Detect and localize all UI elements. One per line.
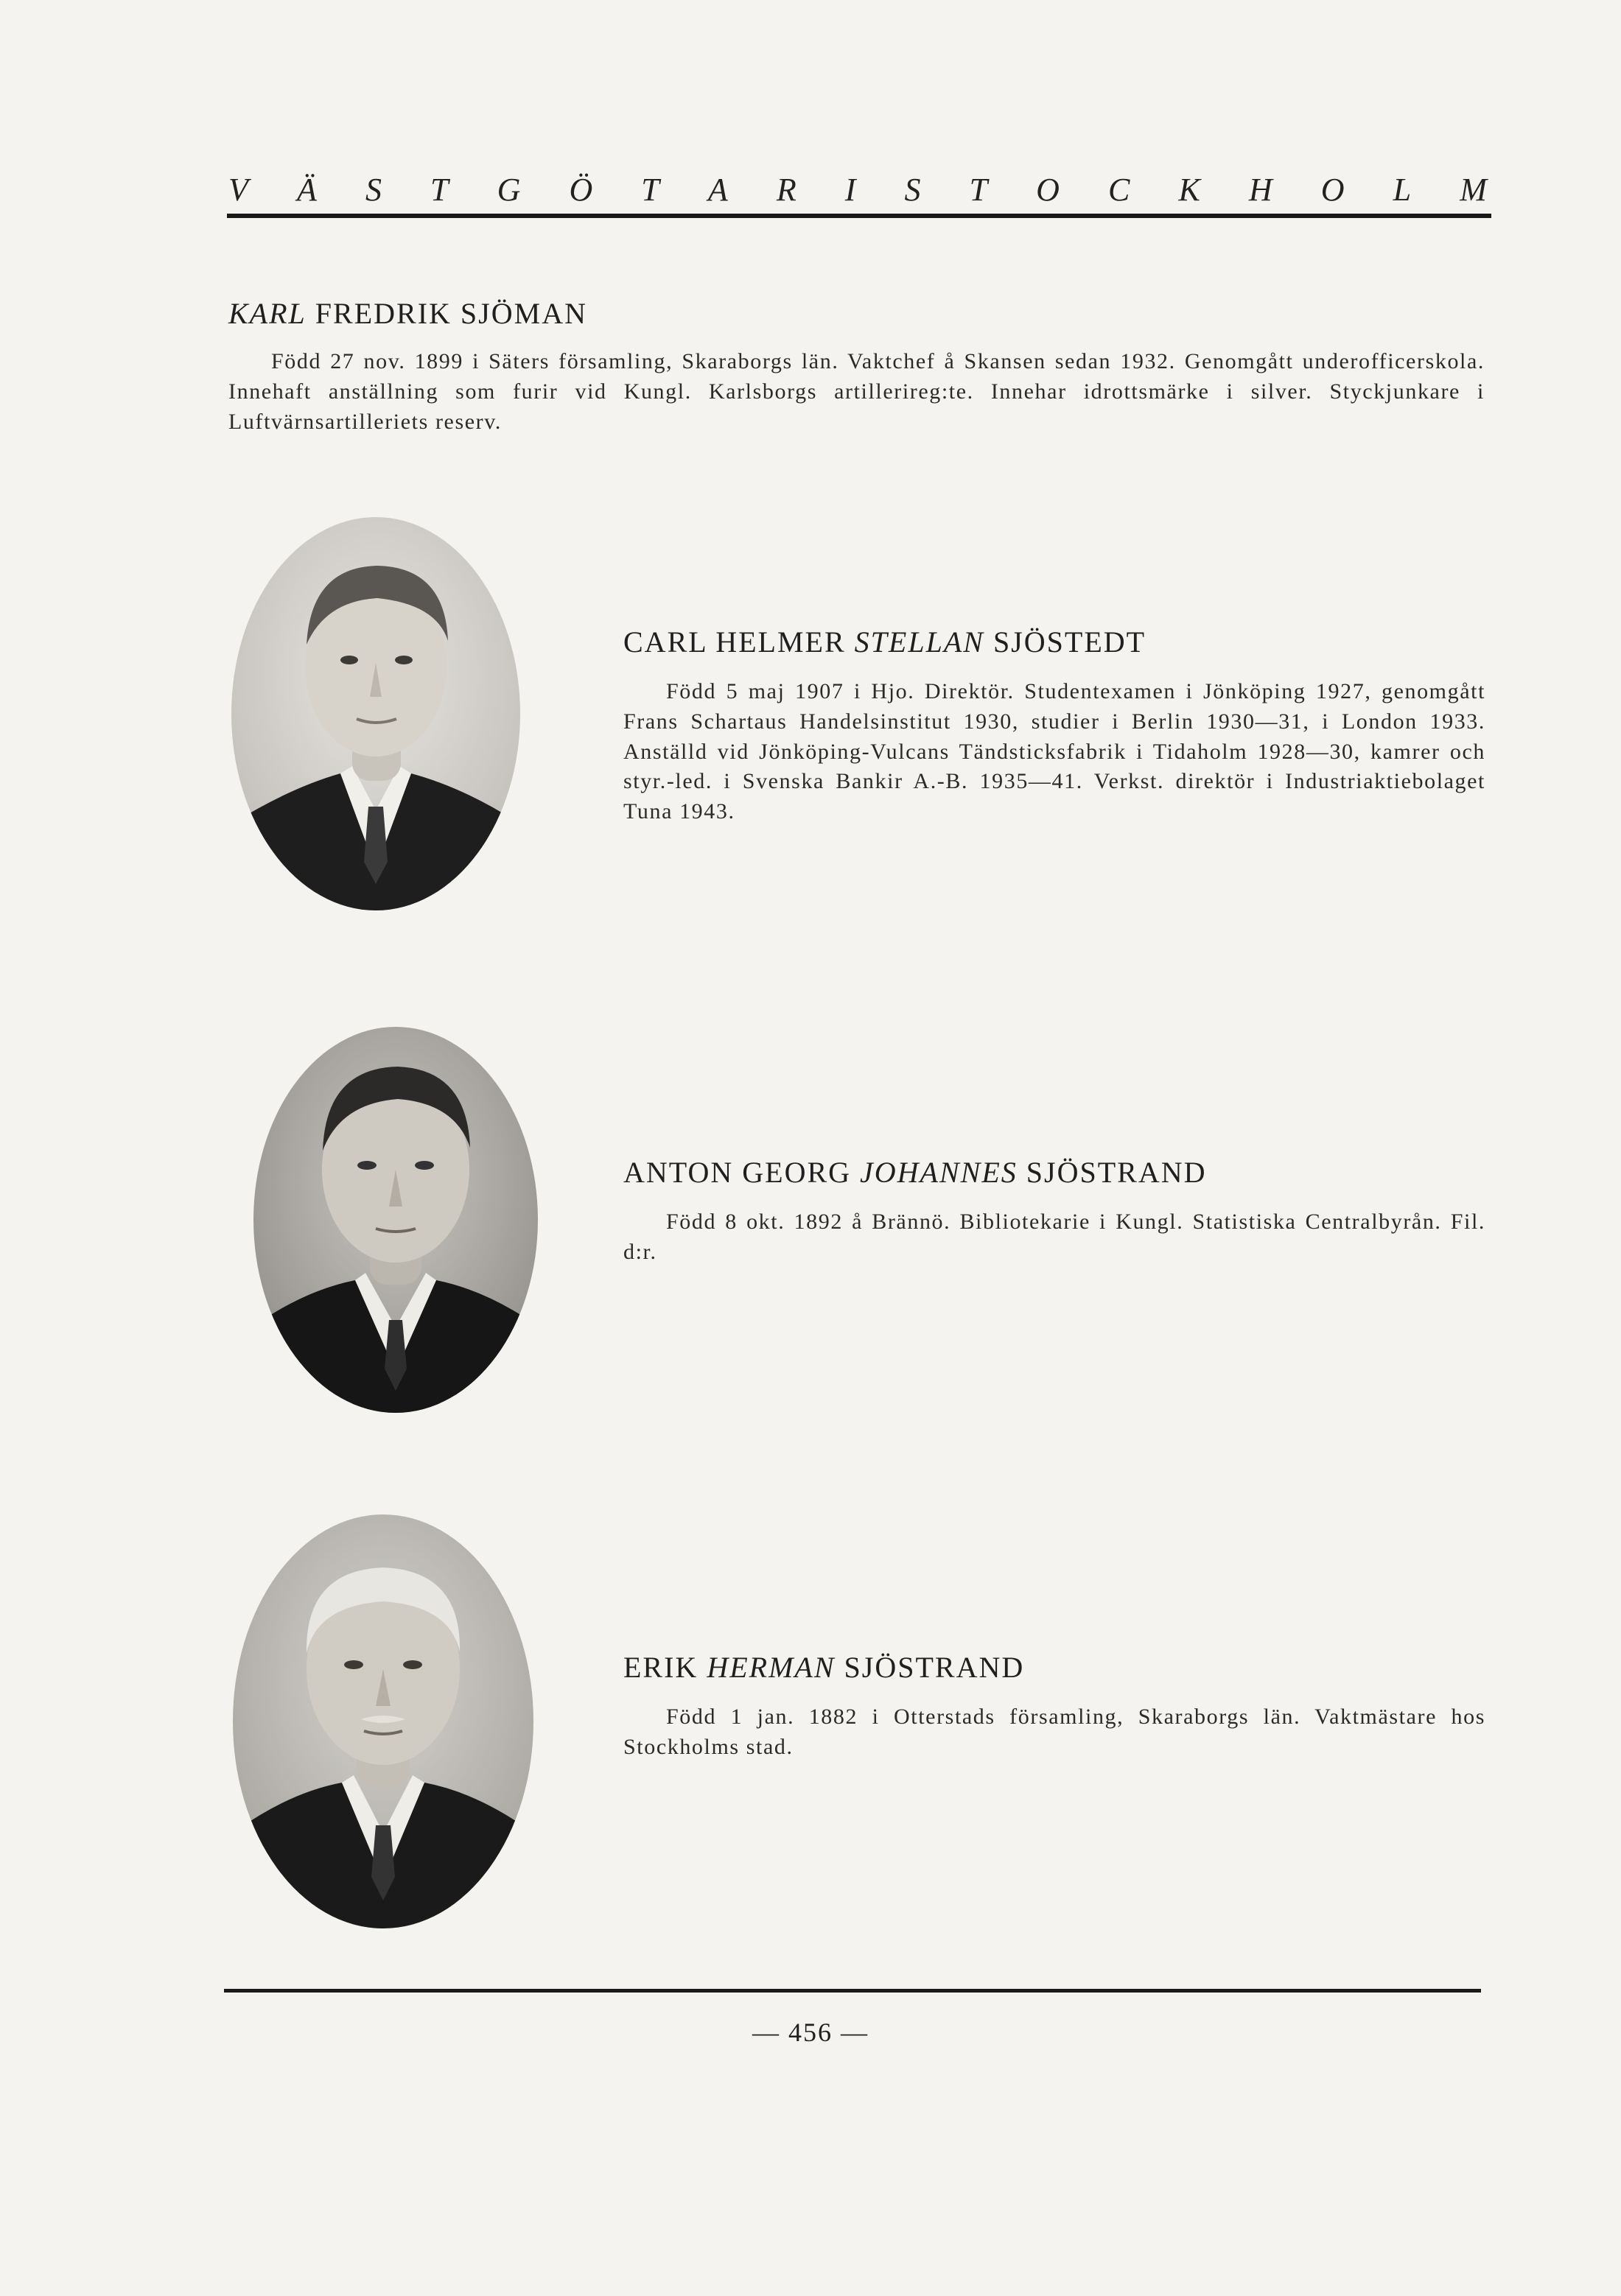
entry-name xyxy=(228,296,1485,331)
header-letter: Ä xyxy=(296,172,318,208)
header-letter: T xyxy=(430,172,450,208)
entry-biography: Född 8 okt. 1892 å Brännö. Bibliotekarie i Kungl. Statistiska Centralbyrån. Fil. d:r. xyxy=(623,1210,1485,1264)
header-letter: V xyxy=(228,172,250,208)
biography-entry xyxy=(623,1155,1485,1268)
header-letter: Ö xyxy=(569,172,595,208)
header-rule xyxy=(227,214,1491,218)
header-letter: L xyxy=(1393,172,1413,208)
name-prefix: CARL HELMER xyxy=(623,625,855,659)
name-prefix: ANTON GEORG xyxy=(623,1156,861,1189)
running-header xyxy=(228,171,1488,208)
name-suffix: SJÖSTRAND xyxy=(835,1651,1025,1684)
called-name: STELLAN xyxy=(854,625,984,659)
name-suffix: SJÖSTEDT xyxy=(984,625,1146,659)
entry-biography: Född 5 maj 1907 i Hjo. Direktör. Studentexamen i Jönköping 1927, genomgått Frans Schartaus Handelsinstitut 1930, studier i Berlin 1930—31, i London 1933. Anställd vid Jönköping-Vulcans Tändsticksfabrik i Tidaholm 1928—30, kamrer och styr.-led. i Svenska Bankir A.-B. 1935—41. Verkst. direktör i Industriaktiebolaget Tuna 1943. xyxy=(623,679,1485,824)
called-name: HERMAN xyxy=(707,1651,836,1684)
header-letter: G xyxy=(497,172,522,208)
biography-entry xyxy=(228,296,1485,437)
called-name: KARL xyxy=(228,297,307,330)
header-letter: R xyxy=(776,172,798,208)
portrait-photo xyxy=(230,516,522,912)
header-letter: A xyxy=(707,172,729,208)
called-name: JOHANNES xyxy=(860,1156,1018,1189)
header-letter: C xyxy=(1108,172,1132,208)
portrait-photo xyxy=(252,1025,539,1414)
header-letter: O xyxy=(1320,172,1346,208)
header-letter: M xyxy=(1460,172,1488,208)
header-letter: I xyxy=(844,172,858,208)
header-letter: O xyxy=(1036,172,1061,208)
entry-name xyxy=(623,1155,1485,1190)
header-letter: T xyxy=(641,172,661,208)
header-letter: S xyxy=(365,172,383,208)
name-prefix: ERIK xyxy=(623,1651,707,1684)
entry-biography: Född 27 nov. 1899 i Säters församling, Skaraborgs län. Vaktchef å Skansen sedan 1932. Genomgått underofficerskola. Innehaft anställning som furir vid Kungl. Karlsborgs artillerireg:te. Innehar idrottsmärke i silver. Styckjunkare i Luftvärnsartilleriets reserv. xyxy=(228,349,1485,434)
name-suffix: SJÖSTRAND xyxy=(1017,1156,1207,1189)
header-letter: K xyxy=(1178,172,1202,208)
portrait-photo xyxy=(231,1513,535,1930)
header-letter: T xyxy=(969,172,990,208)
name-suffix: FREDRIK SJÖMAN xyxy=(306,297,587,330)
biography-entry xyxy=(623,625,1485,827)
header-letter: S xyxy=(904,172,922,208)
page-number: — 456 — xyxy=(752,2018,869,2047)
entry-name xyxy=(623,625,1485,659)
entry-biography: Född 1 jan. 1882 i Otterstads församling, Skaraborgs län. Vaktmästare hos Stockholms stad. xyxy=(623,1705,1485,1759)
biography-entry xyxy=(623,1650,1485,1763)
header-letter: H xyxy=(1248,172,1274,208)
entry-name xyxy=(623,1650,1485,1685)
footer-rule xyxy=(224,1989,1481,1993)
